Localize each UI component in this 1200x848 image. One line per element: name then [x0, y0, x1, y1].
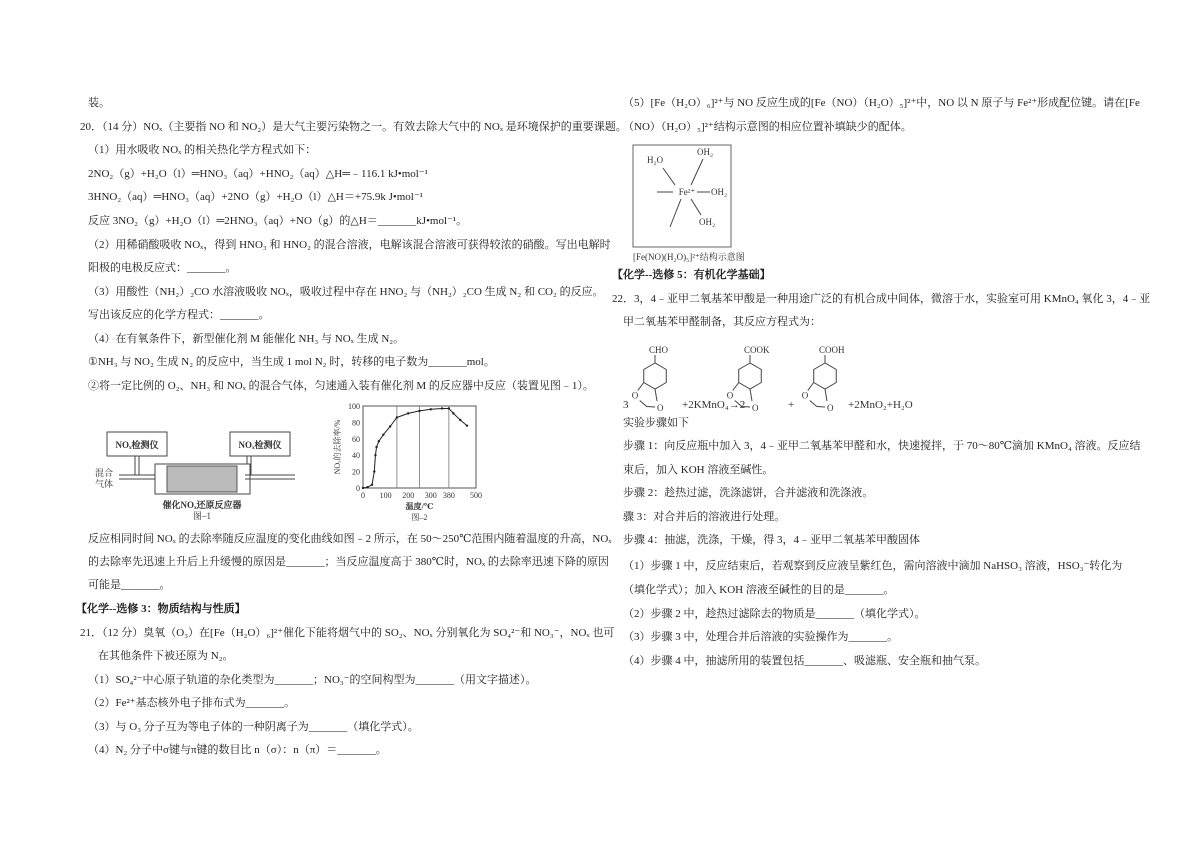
ligand-oh2: OH₂: [699, 217, 716, 227]
figure-2-chart: [330, 398, 490, 528]
equation-tail: +2MnO₂+H₂O: [848, 399, 913, 411]
benzodioxole-structure: [802, 345, 845, 413]
y-tick-label: 100: [348, 402, 360, 411]
data-point: [378, 440, 380, 442]
equation-plus: +: [788, 399, 795, 411]
data-point: [375, 446, 377, 448]
text-line: （2）步骤 2 中，趁热过滤除去的物质是_______（填化学式）。: [623, 608, 926, 620]
x-tick-label: 0: [361, 491, 365, 500]
text-line: 22．3，4﹣亚甲二氧基苯甲酸是一种用途广泛的有机合成中间体，微溶于水，实验室可用 KMnO₄ 氧化 3，4﹣亚: [612, 293, 1151, 305]
text-line: （2）用稀硝酸吸收 NOₓ，得到 HNO₃ 和 HNO₂ 的混合溶液，电解该混合溶液可获得较浓的硝酸。写出电解时: [88, 239, 611, 251]
text-line: 20．（14 分）NOₓ（主要指 NO 和 NO₂）是大气主要污染物之一。有效去除大气中的 NOₓ 是环境保护的重要课题。: [80, 121, 627, 133]
x-tick-label: 380: [442, 491, 455, 500]
text-line: ②将一定比例的 O₂、NH₃ 和 NOₓ 的混合气体，匀速通入装有催化剂 M 的反应器中反应（装置见图﹣1）。: [88, 380, 594, 392]
data-point: [389, 425, 391, 427]
figure-1-caption: 图–1: [192, 511, 212, 520]
data-point: [452, 412, 454, 414]
detector-label-1: NOₓ检测仪: [115, 440, 159, 450]
x-axis-label: 温度/℃: [405, 502, 434, 511]
text-line: 步骤 4：抽滤，洗涤，干燥，得 3，4﹣亚甲二氧基苯甲酸固体: [623, 534, 920, 546]
ligand-oh2: OH₂: [697, 147, 714, 157]
text-line: 实验步骤如下: [623, 417, 689, 429]
text-line: 束后，加入 KOH 溶液至碱性。: [623, 464, 774, 476]
y-tick-label: 40: [352, 451, 360, 461]
data-point: [382, 434, 384, 436]
text-line: （1）用水吸收 NOₓ 的相关热化学方程式如下：: [88, 144, 317, 156]
substituent-label: COOH: [819, 345, 845, 355]
data-point: [459, 419, 461, 421]
data-point: [466, 424, 468, 426]
text-line: 2NO₂（g）+H₂O（l）═HNO₃（aq）+HNO₂（aq）△H═﹣116.1 kJ•mol⁻¹: [88, 168, 428, 180]
text-line: 反应 3NO₂（g）+H₂O（l）═2HNO₃（aq）+NO（g）的△H＝_______kJ•mol⁻¹。: [88, 215, 468, 227]
text-line: 写出该反应的化学方程式：_______。: [88, 309, 270, 321]
reaction-equation: [620, 338, 940, 413]
data-point: [396, 416, 398, 418]
inlet-label: 混合: [95, 468, 114, 478]
text-line: （4）在有氧条件下，新型催化剂 M 能催化 NH₃ 与 NOₓ 生成 N₂。: [88, 333, 405, 345]
text-line: 阳极的电极反应式：_______。: [88, 262, 237, 274]
data-point: [407, 412, 409, 414]
series-line: [363, 408, 467, 488]
text-line: 步骤 2：趁热过滤，洗涤滤饼，合并滤液和洗涤液。: [623, 487, 874, 499]
x-tick-label: 200: [402, 491, 415, 500]
center-ion: Fe²⁺: [678, 187, 696, 197]
y-tick-label: 20: [352, 467, 360, 477]
data-point: [373, 470, 375, 472]
x-tick-label: 100: [379, 491, 392, 500]
data-point: [448, 407, 450, 409]
oxygen-label: O: [726, 390, 734, 401]
text-line: （1）步骤 1 中，反应结束后，若观察到反应液呈紫红色，需向溶液中滴加 NaHSO₃ 溶液，HSO₃⁻转化为: [623, 560, 1123, 572]
oxygen-label: O: [657, 403, 664, 413]
text-line: 骤 3：对合并后的溶液进行处理。: [623, 511, 786, 523]
text-line: （3）与 O₃ 分子互为等电子体的一种阴离子为_______（填化学式）。: [88, 721, 419, 733]
data-point: [374, 454, 376, 456]
text-line: 可能是_______。: [88, 579, 171, 591]
text-line: ①NH₃ 与 NO₂ 生成 N₂ 的反应中，当生成 1 mol N₂ 时，转移的电子数为_______mol。: [88, 356, 495, 368]
text-line: 装。: [88, 97, 110, 109]
section-header-elective-3: 【化学--选修 3：物质结构与性质】: [76, 603, 246, 615]
ligand-h2o: H₂O: [647, 155, 664, 165]
oxygen-label: O: [827, 403, 834, 413]
coefficient: 3: [623, 399, 629, 411]
text-line: （4）步骤 4 中，抽滤所用的装置包括_______、吸滤瓶、安全瓶和抽气泵。: [623, 655, 986, 667]
data-point: [362, 487, 364, 489]
oxygen-label: O: [752, 403, 759, 413]
data-point: [418, 410, 420, 412]
text-line: 21．（12 分）臭氧（O₃）在[Fe（H₂O）₆]²⁺催化下能将烟气中的 SO₂、NOₓ 分别氧化为 SO₄²⁻和 NO₃⁻，NOₓ 也可: [80, 627, 615, 639]
text-line: 在其他条件下被还原为 N₂。: [98, 650, 234, 662]
text-line: （5）[Fe（H₂O）₆]²⁺与 NO 反应生成的[Fe（NO）（H₂O）₅]²⁺中，NO 以 N 原子与 Fe²⁺形成配位键。请在[Fe: [623, 97, 1140, 109]
text-line: 反应相同时间 NOₓ 的去除率随反应温度的变化曲线如图﹣2 所示，在 50～250℃范围内随着温度的升高，NOₓ: [88, 533, 612, 545]
detector-label-2: NOₓ检测仪: [238, 440, 282, 450]
y-tick-label: 80: [352, 418, 360, 428]
complex-caption: [Fe(NO)(H₂O)₅]²⁺结构示意图: [633, 252, 745, 262]
figure-1-apparatus: [95, 420, 315, 520]
inlet-label: 气体: [95, 479, 114, 489]
ligand-oh2: OH₂: [711, 187, 728, 197]
text-line: 步骤 1：向反应瓶中加入 3，4﹣亚甲二氧基苯甲醛和水，快速搅拌，于 70～80℃滴加 KMnO₄ 溶液。反应结: [623, 440, 1141, 452]
text-line: 甲二氧基苯甲醛制备，其反应方程式为：: [623, 316, 821, 328]
text-line: （1）SO₄²⁻中心原子轨道的杂化类型为_______；NO₃⁻的空间构型为_______（用文字描述）。: [88, 674, 537, 686]
oxygen-label: O: [801, 390, 809, 401]
data-point: [430, 408, 432, 410]
substituent-label: COOK: [744, 345, 770, 355]
text-line: （3）用酸性（NH₂）₂CO 水溶液吸收 NOₓ，吸收过程中存在 HNO₂ 与（NH₂）₂CO 生成 N₂ 和 CO₂ 的反应。: [88, 286, 604, 298]
text-line: （4）N₂ 分子中σ键与π键的数目比 n（σ）：n（π）＝_______。: [88, 744, 387, 756]
reactor-label: 催化NOₓ还原反应器: [162, 500, 242, 510]
data-point: [366, 486, 368, 488]
x-tick-label: 500: [470, 491, 482, 500]
equation-middle: +2KMnO₄→2: [682, 399, 746, 411]
text-line: （2）Fe²⁺基态核外电子排布式为_______。: [88, 697, 296, 709]
complex-structure-diagram: [625, 143, 765, 271]
y-tick-label: 60: [352, 434, 360, 444]
section-header-elective-5: 【化学--选修 5：有机化学基础】: [612, 269, 771, 281]
x-tick-label: 300: [424, 491, 437, 500]
y-tick-label: 0: [356, 484, 360, 493]
text-line: （填化学式）；加入 KOH 溶液至碱性的目的是_______。: [623, 584, 895, 596]
data-point: [371, 484, 373, 486]
data-point: [441, 407, 443, 409]
chart-title: 图–2: [411, 513, 428, 522]
y-axis-label: NOₓ的去除率/%: [333, 419, 342, 475]
text-line: 3HNO₂（aq）═HNO₃（aq）+2NO（g）+H₂O（l）△H＝+75.9k J•mol⁻¹: [88, 191, 423, 203]
text-line: （3）步骤 3 中，处理合并后溶液的实验操作为_______。: [623, 631, 898, 643]
text-line: 的去除率先迅速上升后上升缓慢的原因是_______；当反应温度高于 380℃时，NOₓ 的去除率迅速下降的原因: [88, 556, 609, 568]
oxygen-label: O: [631, 390, 639, 401]
text-line: （NO）（H₂O）₅]²⁺结构示意图的相应位置补填缺少的配体。: [623, 121, 912, 133]
substituent-label: CHO: [649, 345, 669, 355]
benzodioxole-structure: [632, 345, 669, 413]
